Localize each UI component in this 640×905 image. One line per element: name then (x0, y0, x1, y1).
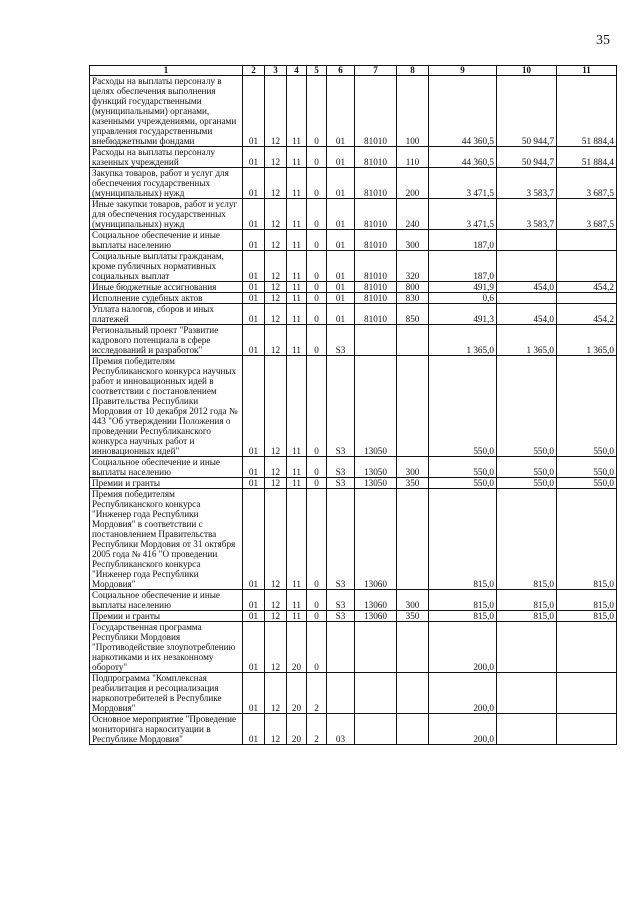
cell-amount-year2: 550,0 (497, 478, 557, 489)
cell-direction-code: 13050 (355, 356, 397, 457)
cell-amount-year3 (557, 622, 617, 673)
cell-amount-year1: 815,0 (429, 489, 497, 590)
cell-direction-code (355, 714, 397, 745)
cell-subprogram-code: 01 (327, 251, 355, 282)
cell-section: 12 (265, 325, 287, 356)
cell-subsection: 20 (287, 673, 307, 714)
cell-expense-type: 100 (397, 76, 429, 147)
cell-program-code: 0 (307, 325, 327, 356)
table-row (90, 304, 617, 325)
cell-program-code: 0 (307, 356, 327, 457)
cell-direction-code: 13060 (355, 590, 397, 611)
table-row (90, 325, 617, 356)
col-header: 6 (327, 66, 355, 76)
cell-ministry: 01 (243, 293, 265, 304)
cell-program-code: 0 (307, 199, 327, 230)
page-number: 35 (596, 33, 610, 48)
cell-amount-year1: 0,6 (429, 293, 497, 304)
cell-direction-code: 13060 (355, 611, 397, 622)
cell-direction-code (355, 673, 397, 714)
cell-program-code: 0 (307, 622, 327, 673)
col-header: 8 (397, 66, 429, 76)
cell-section: 12 (265, 230, 287, 251)
cell-amount-year3: 550,0 (557, 478, 617, 489)
row-name: Расходы на выплаты персоналу казенных учреждений (90, 147, 243, 168)
row-name: Основное мероприятие "Проведение мониторинга наркоситуации в Республике Мордовия" (90, 714, 243, 745)
cell-amount-year3: 815,0 (557, 590, 617, 611)
table-row (90, 622, 617, 673)
cell-amount-year2: 50 944,7 (497, 147, 557, 168)
cell-subsection: 11 (287, 304, 307, 325)
cell-subsection: 20 (287, 714, 307, 745)
cell-subsection: 11 (287, 199, 307, 230)
cell-amount-year2: 3 583,7 (497, 199, 557, 230)
cell-program-code: 0 (307, 611, 327, 622)
cell-subprogram-code: S3 (327, 611, 355, 622)
table-row (90, 478, 617, 489)
cell-amount-year3: 454,2 (557, 282, 617, 293)
cell-amount-year1: 550,0 (429, 478, 497, 489)
table-row (90, 489, 617, 590)
cell-direction-code: 13060 (355, 489, 397, 590)
col-header: 4 (287, 66, 307, 76)
cell-amount-year2 (497, 622, 557, 673)
cell-ministry: 01 (243, 478, 265, 489)
cell-amount-year2: 3 583,7 (497, 168, 557, 199)
cell-program-code: 0 (307, 282, 327, 293)
cell-amount-year2 (497, 251, 557, 282)
cell-ministry: 01 (243, 590, 265, 611)
cell-subprogram-code: 01 (327, 199, 355, 230)
cell-direction-code: 13050 (355, 478, 397, 489)
cell-section: 12 (265, 714, 287, 745)
cell-amount-year2: 50 944,7 (497, 76, 557, 147)
cell-subsection: 11 (287, 611, 307, 622)
row-name: Государственная программа Республики Мордовия "Противодействие злоупотреблению наркотиками и их незаконному обороту" (90, 622, 243, 673)
cell-program-code: 2 (307, 673, 327, 714)
cell-subprogram-code: 01 (327, 282, 355, 293)
cell-expense-type: 830 (397, 293, 429, 304)
cell-direction-code: 81010 (355, 76, 397, 147)
cell-expense-type: 850 (397, 304, 429, 325)
cell-program-code: 0 (307, 304, 327, 325)
table-row (90, 590, 617, 611)
cell-amount-year2: 815,0 (497, 489, 557, 590)
cell-expense-type: 300 (397, 590, 429, 611)
cell-section: 12 (265, 457, 287, 478)
row-name: Премия победителям Республиканского конкурса "Инженер года Республики Мордовия" в соответствии с постановлением Правительства Республики Мордовия от 31 октября 2005 года № 416 "О проведении Республиканского конкурса "Инженер года Республики Мордовия" (90, 489, 243, 590)
cell-expense-type (397, 356, 429, 457)
cell-amount-year2: 550,0 (497, 457, 557, 478)
cell-direction-code (355, 325, 397, 356)
row-name: Социальное обеспечение и иные выплаты населению (90, 457, 243, 478)
cell-ministry: 01 (243, 714, 265, 745)
table-row (90, 282, 617, 293)
cell-subprogram-code (327, 673, 355, 714)
row-name: Премия победителям Республиканского конкурса научных работ и инновационных идей в соответствии с постановлением Правительства Республики Мордовия от 10 декабря 2012 года № 443 "Об утверждении Положения о проведении Республиканского конкурса научных работ и инновационных идей" (90, 356, 243, 457)
table-row (90, 76, 617, 147)
cell-subprogram-code: 01 (327, 230, 355, 251)
cell-subprogram-code: S3 (327, 325, 355, 356)
cell-program-code: 0 (307, 478, 327, 489)
table-row (90, 230, 617, 251)
cell-ministry: 01 (243, 489, 265, 590)
row-name: Социальное обеспечение и иные выплаты населению (90, 230, 243, 251)
cell-amount-year1: 491,3 (429, 304, 497, 325)
table-row (90, 293, 617, 304)
cell-expense-type: 350 (397, 478, 429, 489)
cell-expense-type: 350 (397, 611, 429, 622)
cell-subsection: 11 (287, 293, 307, 304)
cell-ministry: 01 (243, 457, 265, 478)
cell-direction-code: 81010 (355, 282, 397, 293)
table-row (90, 457, 617, 478)
cell-subprogram-code: 01 (327, 293, 355, 304)
cell-ministry: 01 (243, 325, 265, 356)
cell-ministry: 01 (243, 611, 265, 622)
cell-subsection: 11 (287, 356, 307, 457)
cell-amount-year3: 815,0 (557, 611, 617, 622)
row-name: Региональный проект "Развитие кадрового потенциала в сфере исследований и разработок" (90, 325, 243, 356)
cell-section: 12 (265, 76, 287, 147)
col-header: 5 (307, 66, 327, 76)
cell-amount-year2: 815,0 (497, 590, 557, 611)
row-name: Подпрограмма "Комплексная реабилитация и ресоциализация наркопотребителей в Республике Мордовия" (90, 673, 243, 714)
cell-program-code: 0 (307, 489, 327, 590)
col-header: 11 (557, 66, 617, 76)
cell-amount-year1: 3 471,5 (429, 199, 497, 230)
cell-subprogram-code: 01 (327, 168, 355, 199)
cell-section: 12 (265, 251, 287, 282)
cell-section: 12 (265, 282, 287, 293)
cell-amount-year3 (557, 293, 617, 304)
cell-amount-year2: 454,0 (497, 304, 557, 325)
cell-amount-year1: 44 360,5 (429, 76, 497, 147)
col-header: 7 (355, 66, 397, 76)
cell-subprogram-code: S3 (327, 489, 355, 590)
cell-subsection: 11 (287, 147, 307, 168)
cell-expense-type: 300 (397, 230, 429, 251)
cell-direction-code: 81010 (355, 168, 397, 199)
col-header: 10 (497, 66, 557, 76)
cell-amount-year1: 187,0 (429, 230, 497, 251)
cell-subprogram-code: S3 (327, 590, 355, 611)
cell-amount-year2 (497, 714, 557, 745)
cell-amount-year1: 187,0 (429, 251, 497, 282)
cell-amount-year1: 200,0 (429, 714, 497, 745)
row-name: Иные бюджетные ассигнования (90, 282, 243, 293)
table-row (90, 251, 617, 282)
row-name: Премии и гранты (90, 611, 243, 622)
cell-amount-year1: 815,0 (429, 590, 497, 611)
cell-expense-type (397, 714, 429, 745)
cell-amount-year2 (497, 230, 557, 251)
table-header-row (90, 66, 617, 76)
cell-expense-type (397, 325, 429, 356)
cell-amount-year2: 1 365,0 (497, 325, 557, 356)
row-name: Уплата налогов, сборов и иных платежей (90, 304, 243, 325)
table-row (90, 673, 617, 714)
col-header: 3 (265, 66, 287, 76)
cell-ministry: 01 (243, 199, 265, 230)
cell-subprogram-code: S3 (327, 356, 355, 457)
cell-amount-year3: 1 365,0 (557, 325, 617, 356)
cell-amount-year1: 44 360,5 (429, 147, 497, 168)
cell-amount-year3 (557, 230, 617, 251)
cell-expense-type (397, 673, 429, 714)
table-row (90, 147, 617, 168)
cell-ministry: 01 (243, 251, 265, 282)
cell-amount-year2: 815,0 (497, 611, 557, 622)
cell-amount-year1: 3 471,5 (429, 168, 497, 199)
cell-amount-year1: 1 365,0 (429, 325, 497, 356)
cell-amount-year3: 550,0 (557, 356, 617, 457)
cell-ministry: 01 (243, 147, 265, 168)
cell-program-code: 0 (307, 76, 327, 147)
cell-ministry: 01 (243, 230, 265, 251)
cell-expense-type: 320 (397, 251, 429, 282)
cell-subprogram-code: 03 (327, 714, 355, 745)
table-row (90, 714, 617, 745)
cell-subsection: 11 (287, 251, 307, 282)
cell-direction-code: 81010 (355, 199, 397, 230)
cell-section: 12 (265, 168, 287, 199)
cell-subprogram-code: S3 (327, 478, 355, 489)
cell-amount-year3: 454,2 (557, 304, 617, 325)
row-name: Социальное обеспечение и иные выплаты населению (90, 590, 243, 611)
cell-section: 12 (265, 590, 287, 611)
cell-direction-code: 81010 (355, 293, 397, 304)
cell-ministry: 01 (243, 304, 265, 325)
cell-subprogram-code (327, 622, 355, 673)
col-header: 2 (243, 66, 265, 76)
cell-subsection: 11 (287, 457, 307, 478)
cell-ministry: 01 (243, 622, 265, 673)
cell-amount-year2: 550,0 (497, 356, 557, 457)
row-name: Социальные выплаты гражданам, кроме публичных нормативных социальных выплат (90, 251, 243, 282)
cell-amount-year3: 3 687,5 (557, 199, 617, 230)
cell-amount-year1: 491,9 (429, 282, 497, 293)
cell-amount-year3 (557, 251, 617, 282)
cell-section: 12 (265, 356, 287, 457)
cell-amount-year1: 550,0 (429, 356, 497, 457)
cell-program-code: 0 (307, 457, 327, 478)
cell-amount-year3: 550,0 (557, 457, 617, 478)
cell-direction-code: 81010 (355, 230, 397, 251)
cell-ministry: 01 (243, 282, 265, 293)
cell-expense-type: 200 (397, 168, 429, 199)
col-header: 1 (90, 66, 243, 76)
cell-amount-year3: 51 884,4 (557, 76, 617, 147)
cell-program-code: 0 (307, 293, 327, 304)
cell-program-code: 0 (307, 168, 327, 199)
cell-amount-year1: 200,0 (429, 622, 497, 673)
cell-ministry: 01 (243, 356, 265, 457)
cell-ministry: 01 (243, 76, 265, 147)
cell-section: 12 (265, 199, 287, 230)
cell-expense-type: 240 (397, 199, 429, 230)
table-row (90, 168, 617, 199)
cell-amount-year3: 51 884,4 (557, 147, 617, 168)
cell-section: 12 (265, 293, 287, 304)
cell-section: 12 (265, 489, 287, 590)
cell-subsection: 11 (287, 478, 307, 489)
cell-expense-type (397, 622, 429, 673)
cell-subsection: 11 (287, 168, 307, 199)
cell-direction-code: 81010 (355, 304, 397, 325)
cell-section: 12 (265, 147, 287, 168)
row-name: Закупка товаров, работ и услуг для обеспечения государственных (муниципальных) нужд (90, 168, 243, 199)
cell-subsection: 11 (287, 489, 307, 590)
cell-section: 12 (265, 673, 287, 714)
cell-amount-year3 (557, 714, 617, 745)
cell-expense-type: 110 (397, 147, 429, 168)
table-row (90, 611, 617, 622)
cell-expense-type (397, 489, 429, 590)
cell-subsection: 11 (287, 230, 307, 251)
cell-amount-year1: 550,0 (429, 457, 497, 478)
cell-subprogram-code: 01 (327, 76, 355, 147)
cell-section: 12 (265, 304, 287, 325)
cell-amount-year2 (497, 293, 557, 304)
cell-direction-code: 81010 (355, 251, 397, 282)
cell-subsection: 11 (287, 325, 307, 356)
cell-program-code: 0 (307, 230, 327, 251)
cell-subprogram-code: 01 (327, 304, 355, 325)
cell-ministry: 01 (243, 168, 265, 199)
row-name: Премии и гранты (90, 478, 243, 489)
cell-subsection: 20 (287, 622, 307, 673)
cell-amount-year2: 454,0 (497, 282, 557, 293)
cell-program-code: 2 (307, 714, 327, 745)
cell-amount-year2 (497, 673, 557, 714)
cell-program-code: 0 (307, 251, 327, 282)
cell-amount-year3 (557, 673, 617, 714)
cell-subprogram-code: 01 (327, 147, 355, 168)
cell-section: 12 (265, 622, 287, 673)
row-name: Иные закупки товаров, работ и услуг для обеспечения государственных (муниципальных) нужд (90, 199, 243, 230)
cell-ministry: 01 (243, 673, 265, 714)
cell-subsection: 11 (287, 282, 307, 293)
cell-section: 12 (265, 611, 287, 622)
table-row (90, 199, 617, 230)
row-name: Исполнение судебных актов (90, 293, 243, 304)
cell-direction-code: 13050 (355, 457, 397, 478)
budget-table (89, 65, 617, 745)
cell-subsection: 11 (287, 76, 307, 147)
cell-section: 12 (265, 478, 287, 489)
cell-amount-year3: 815,0 (557, 489, 617, 590)
cell-amount-year1: 200,0 (429, 673, 497, 714)
cell-subsection: 11 (287, 590, 307, 611)
cell-expense-type: 800 (397, 282, 429, 293)
col-header: 9 (429, 66, 497, 76)
table-row (90, 356, 617, 457)
cell-program-code: 0 (307, 590, 327, 611)
cell-direction-code: 81010 (355, 147, 397, 168)
cell-program-code: 0 (307, 147, 327, 168)
cell-subprogram-code: S3 (327, 457, 355, 478)
cell-amount-year1: 815,0 (429, 611, 497, 622)
cell-direction-code (355, 622, 397, 673)
cell-expense-type: 300 (397, 457, 429, 478)
cell-amount-year3: 3 687,5 (557, 168, 617, 199)
row-name: Расходы на выплаты персоналу в целях обеспечения выполнения функций государственными (муниципальными) органами, казенными учреждениями, органами управления государственными внебюджетными фондами (90, 76, 243, 147)
